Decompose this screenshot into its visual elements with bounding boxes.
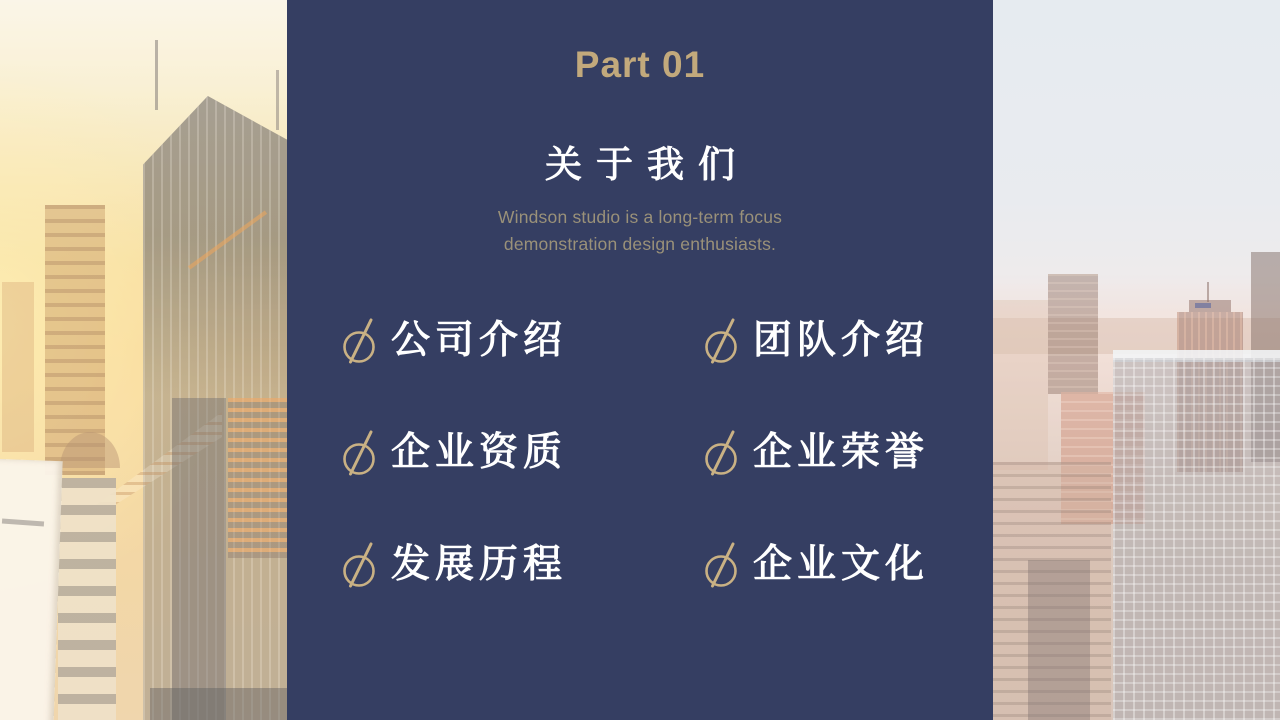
agenda-item-culture [705, 540, 929, 590]
circle-slash-icon [705, 540, 741, 590]
part-label: Part 01 [574, 44, 706, 85]
agenda-item-label: 企业荣誉 [753, 431, 930, 474]
agenda-grid [287, 316, 993, 590]
agenda-item-qualifications [343, 428, 567, 478]
city-photo-right [993, 0, 1280, 720]
subtitle-line-1: Windson studio is a long-term focus [497, 207, 783, 227]
circle-slash-icon [705, 316, 741, 366]
agenda-item-label: 公司介绍 [391, 319, 568, 362]
content-panel [287, 0, 993, 720]
photo-wash-overlay [993, 0, 1280, 720]
city-photo-left [0, 0, 287, 720]
subtitle-line-2: demonstration design enthusiasts. [503, 234, 777, 254]
agenda-item-company-intro [343, 316, 567, 366]
circle-slash-icon [343, 428, 379, 478]
photo-wash-overlay [0, 0, 287, 720]
agenda-item-label: 团队介绍 [753, 319, 930, 362]
agenda-item-label: 企业资质 [391, 431, 568, 474]
agenda-item-label: 发展历程 [391, 543, 568, 586]
agenda-item-honors [705, 428, 929, 478]
agenda-item-history [343, 540, 567, 590]
circle-slash-icon [343, 540, 379, 590]
circle-slash-icon [705, 428, 741, 478]
agenda-item-label: 企业文化 [753, 543, 930, 586]
agenda-item-team-intro [705, 316, 929, 366]
slide-title: 关于我们 [545, 144, 749, 185]
circle-slash-icon [343, 316, 379, 366]
slide-subtitle [287, 204, 993, 258]
